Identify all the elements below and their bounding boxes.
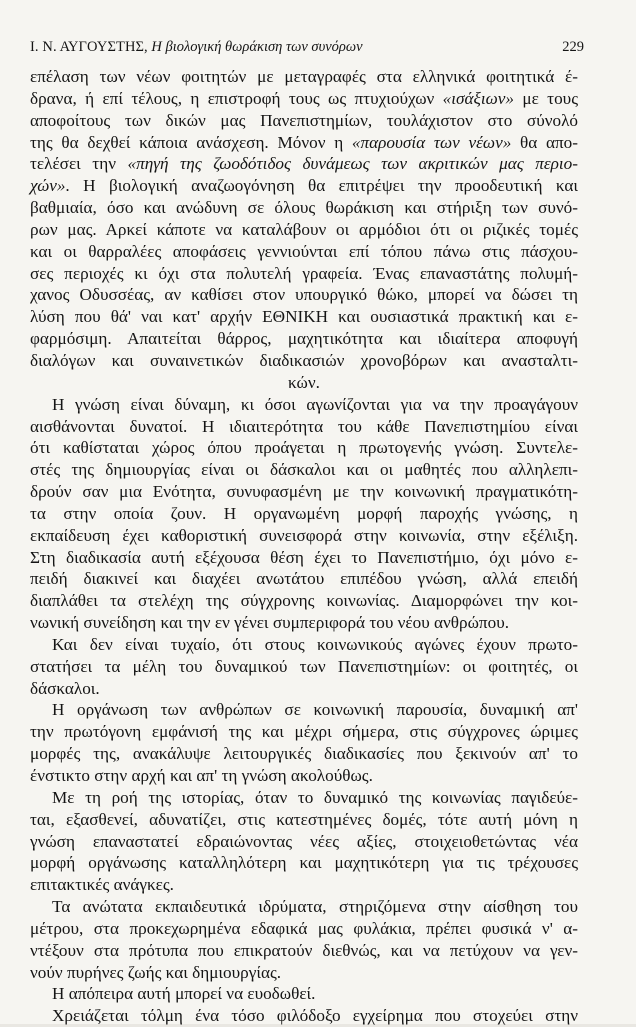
text-segment: την πρωτόγονη εμφάνισή της και μέχρι σήμερα, στις σύγχρονες ώριμες	[30, 722, 578, 742]
text-line	[30, 416, 578, 438]
text-segment: στατήσει τα μέλη του δυναμικού των Πανεπιστημίων: οι φοιτητές, οι	[30, 656, 578, 676]
text-line	[30, 219, 578, 241]
text-segment: μέτρου, στα προκεχωρημένα εδαφικά μας φυλάκια, πρέπει φυσικά ν' α-	[30, 918, 578, 938]
text-segment: ντέξουν στα πρότυπα που επικρατούν διεθνώς, και να πετύχουν να γεν-	[30, 940, 578, 960]
text-segment: Η απόπειρα αυτή μπορεί να ευοδωθεί.	[52, 984, 316, 1004]
text-segment: κών.	[288, 372, 320, 392]
text-line	[30, 306, 578, 328]
text-line	[30, 568, 578, 590]
text-segment: ρων μας. Αρκεί κάποτε να καταλάβουν οι αρμόδιοι ότι οι ριζικές τομές	[30, 219, 578, 239]
italic-text-segment: «παρουσία των νέων»	[351, 132, 512, 152]
text-line	[30, 350, 578, 372]
text-line	[30, 634, 578, 656]
text-line	[30, 153, 578, 175]
text-line	[30, 590, 578, 612]
text-segment: ται, εξασθενεί, αδυνατίζει, στις κατεστημένες δομές, τότε αυτή μόνη η	[30, 809, 578, 829]
text-line	[30, 874, 578, 896]
text-segment: νούν πυρήνες ζωής και δημιουργίας.	[30, 962, 282, 982]
text-segment: και οι θαρραλέες αποφάσεις γεννιούνται επί τόπου πάνω στις πάσχου-	[30, 241, 578, 261]
text-line	[30, 765, 578, 787]
text-segment: λύση που θά' ναι κατ' αρχήν ΕΘΝΙΚΗ και ουσιαστικά πρακτική και ε-	[30, 307, 578, 327]
text-line	[30, 852, 578, 874]
text-segment: φαρμόσιμη. Απαιτείται θάρρος, μαχητικότητα και ιδιαίτερα αποφυγή	[30, 329, 578, 349]
text-segment: επιτακτικές ανάγκες.	[30, 875, 174, 895]
text-line	[30, 394, 578, 416]
text-segment: Η οργάνωση των ανθρώπων σε κοινωνική παρουσία, δυναμική απ'	[52, 700, 578, 720]
text-line	[30, 328, 578, 350]
text-segment: εκπαίδευση έχει καθοριστική συνεισφορά στην κοινωνία, στην εξέλιξη.	[30, 525, 578, 545]
text-segment: δάσκαλοι.	[30, 678, 100, 698]
text-line	[30, 132, 578, 154]
text-line	[30, 831, 578, 853]
text-segment: μορφές της, ανακάλυψε λειτουργικές διαδικασίες που ξεκινούν απ' το	[30, 744, 578, 764]
text-line	[30, 525, 578, 547]
text-line	[30, 88, 578, 110]
running-head-title: Η βιολογική θωράκιση των συνόρων	[151, 39, 363, 55]
text-line	[30, 110, 578, 132]
text-line	[30, 437, 578, 459]
text-line	[30, 66, 578, 88]
text-line	[30, 612, 578, 634]
text-line	[30, 459, 578, 481]
text-line	[30, 481, 578, 503]
text-segment: αποφοίτους των δικών μας Πανεπιστημίων, τουλάχιστον στο σύνολό	[30, 110, 578, 130]
italic-text-segment: χών»	[30, 176, 66, 196]
italic-text-segment: «πηγή της ζωοδότιδος δυνάμεως των ακριτικών μας περιο-	[127, 154, 578, 174]
text-line	[30, 940, 578, 962]
text-line	[30, 175, 578, 197]
text-segment: ότι καθίσταται χώρος όπου προάγεται η πρωτογενής γνώση. Συντελε-	[30, 438, 578, 458]
text-segment: Χρειάζεται τόλμη ένα τόσο φιλόδοξο εγχείρημα που στοχεύει στην	[52, 1006, 578, 1026]
text-segment: με τους	[514, 88, 579, 108]
text-segment: δρούν σαν μια Ενότητα, συνυφασμένη με την κοινωνική πραγματικότη-	[30, 482, 578, 502]
text-segment: τα στην οποία ζουν. Η οργανωμένη μορφή παροχής γνώσης, η	[30, 503, 578, 523]
text-line	[30, 896, 578, 918]
text-line	[30, 743, 578, 765]
text-segment: σες περιοχές κι όχι στα πολυτελή γραφεία. Ένας επαναστάτης πολυμή-	[30, 263, 578, 283]
page-number: 229	[562, 39, 584, 55]
text-line	[30, 699, 578, 721]
running-head-author: Ι. Ν. ΑΥΓΟΥΣΤΗΣ,	[30, 39, 148, 55]
text-segment: Με τη ροή της ιστορίας, όταν το δυναμικό της κοινωνίας παγιδεύε-	[52, 787, 578, 807]
text-segment: Και δεν είναι τυχαίο, ότι στους κοινωνικούς αγώνες έχουν πρωτο-	[52, 634, 578, 654]
running-head	[30, 38, 584, 56]
text-segment: δρανα, ή επί τέλους, η επιστροφή τους ως πτυχιούχων	[30, 88, 443, 108]
text-segment: χανος Οδυσσέας, αν καθίσει στον υπουργικό θώκο, μπορεί να δώσει τη	[30, 285, 578, 305]
text-segment: μορφή οργάνωσης καταλληλότερη και μαχητικότερη για τις τρέχουσες	[30, 853, 578, 873]
text-line	[30, 503, 578, 525]
text-segment: τελέσει την	[30, 154, 128, 174]
text-line	[30, 918, 578, 940]
text-line	[30, 678, 578, 700]
text-line	[30, 372, 578, 394]
text-line	[30, 721, 578, 743]
text-line	[30, 284, 578, 306]
text-segment: αισθάνονται δυνατοί. Η ιδιαιτερότητα του κάθε Πανεπιστημίου είναι	[30, 416, 578, 436]
text-segment: Τα ανώτατα εκπαιδευτικά ιδρύματα, στηριζόμενα στην αίσθηση του	[52, 897, 578, 917]
text-segment: βαθμιαία, όσο και ανώδυνη σε όλους θωράκιση και στήριξη των συνό-	[30, 198, 578, 218]
italic-text-segment: «ισάξιων»	[442, 88, 515, 108]
text-line	[30, 197, 578, 219]
text-line	[30, 983, 578, 1005]
text-line	[30, 263, 578, 285]
text-segment: γνώση επαναστατεί εδραιώνοντας νέες αξίες, στοιχειοθετώντας νέα	[30, 831, 578, 851]
text-line	[30, 962, 578, 984]
body-text	[30, 66, 578, 1027]
text-segment: Στη διαδικασία αυτή εξέχουσα θέση έχει το Πανεπιστήμιο, όχι μόνο ε-	[30, 547, 578, 567]
text-segment: ένστικτο στην αρχή και απ' τη γνώση ακολούθως.	[30, 766, 373, 785]
text-segment: θα απο-	[511, 132, 578, 152]
text-line	[30, 241, 578, 263]
text-segment: Η γνώση είναι δύναμη, κι όσοι αγωνίζονται για να την προαγάγουν	[52, 394, 578, 414]
text-segment: πειδή διακινεί και διαχέει ανωτάτου επιπέδου γνώση, αλλά επειδή	[30, 569, 578, 589]
text-segment: διαπλάθει τα στελέχη της σύγχρονης κοινωνίας. Διαμορφώνει την κοι-	[30, 591, 578, 611]
text-line	[30, 547, 578, 569]
text-segment: διαλόγων και συναινετικών διαδικασιών χρονοβόρων και ανασταλτι-	[30, 350, 578, 370]
text-line	[30, 809, 578, 831]
text-segment: επέλαση των νέων φοιτητών με μεταγραφές στα ελληνικά φοιτητικά έ-	[30, 67, 578, 86]
text-line	[30, 656, 578, 678]
text-line	[30, 787, 578, 809]
text-segment: της θα δεχθεί κάποια ανάσχεση. Μόνον η	[30, 132, 352, 152]
text-segment: νωνική συνείδηση και την εν γένει συμπεριφορά του νέου ανθρώπου.	[30, 613, 510, 633]
text-segment: στές της δημιουργίας είναι οι δάσκαλοι και οι μαθητές που αλληλεπι-	[30, 460, 578, 480]
text-segment: . Η βιολογική αναζωογόνηση θα επιτρέψει την προοδευτική και	[65, 176, 578, 196]
